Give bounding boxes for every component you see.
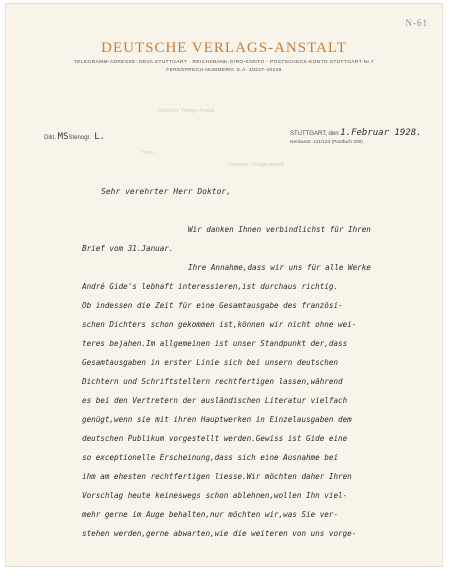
steno-initial: L. bbox=[94, 132, 106, 142]
letter-line: teres bejahen.Im allgemeinen ist unser Standpunkt der,dass bbox=[82, 339, 348, 348]
dictation-reference bbox=[44, 132, 105, 142]
letter-line: Gesamtausgaben in erster Linie sich bei unsern deutschen bbox=[82, 358, 339, 367]
dateline bbox=[290, 128, 422, 138]
show-through-text: Deutsche Verlags-Anstalt bbox=[228, 162, 285, 168]
dictation-label: Dikt. bbox=[44, 135, 56, 141]
place-label: STUTTGART, den bbox=[290, 131, 339, 137]
letter-body bbox=[82, 220, 444, 543]
letter-line: Vorschlag heute keineswegs schon ablehnen,wollen Ihn viel- bbox=[82, 491, 348, 500]
letter-line: Dichtern und Schriftstellern rechtfertigen lassen,während bbox=[82, 377, 343, 386]
letter-line: Ob indessen die Zeit für eine Gesamtausgabe des französi- bbox=[82, 301, 343, 310]
letter-line: so exceptionelle Erscheinung,dass sich eine Ausnahme bei bbox=[82, 453, 339, 462]
letter-line: Wir danken Ihnen verbindlichst für Ihren bbox=[188, 225, 371, 234]
dictation-initials: MS bbox=[57, 132, 69, 142]
letterhead-phone: FERNSPRECH-NUMMERN: S.A. 40247-40249 bbox=[166, 68, 282, 73]
letter-line: stehen werden,gerne abwarten,wie die weiteren von uns vorge- bbox=[82, 529, 357, 538]
letter-line: deutschen Publikum vorgestellt werden.Gewiss ist Gide eine bbox=[82, 434, 348, 443]
show-through-text: Hans ... bbox=[142, 150, 160, 156]
letter-line: schen Dichters schon gekommen ist,können wir nicht ohne wei- bbox=[82, 320, 357, 329]
letter-line: ihm am ehesten rechtfertigen liesse.Wir möchten daher Ihren bbox=[82, 472, 352, 481]
letter-line: Ihre Annahme,dass wir uns für alle Werke bbox=[188, 263, 371, 272]
letter-page bbox=[6, 4, 442, 566]
letter-line: mehr gerne im Auge behalten,nur möchten wir,was Sie ver- bbox=[82, 510, 339, 519]
letter-line: Brief vom 31.Januar. bbox=[82, 244, 174, 253]
steno-label: Stenogr. bbox=[68, 135, 91, 141]
letter-date: 1.Februar 1928. bbox=[340, 128, 422, 138]
show-through-text: Deutsche Verlags-Anstalt bbox=[158, 108, 215, 114]
company-name: DEUTSCHE VERLAGS-ANSTALT bbox=[101, 40, 347, 56]
sender-address: Neckarstr. 121/123 (Postfach 209) bbox=[290, 140, 363, 145]
archive-number: N-61 bbox=[405, 18, 428, 28]
salutation: Sehr verehrter Herr Doktor, bbox=[101, 187, 232, 196]
letter-line: es bei den Vertretern der ausländischen Literatur vielfach bbox=[82, 396, 348, 405]
letter-line: genügt,wenn sie mit ihren Hauptwerken in Einzelausgaben dem bbox=[82, 415, 352, 424]
letterhead-contact: TELEGRAMM-ADRESSE: DEVA STUTTGART · REICHSBANK-GIRO-KONTO · POSTSCHECK-KONTO STUTTGART Nr.7 bbox=[73, 60, 375, 65]
letter-line: André Gide's lebhaft interessieren,ist durchaus richtig. bbox=[82, 282, 339, 291]
